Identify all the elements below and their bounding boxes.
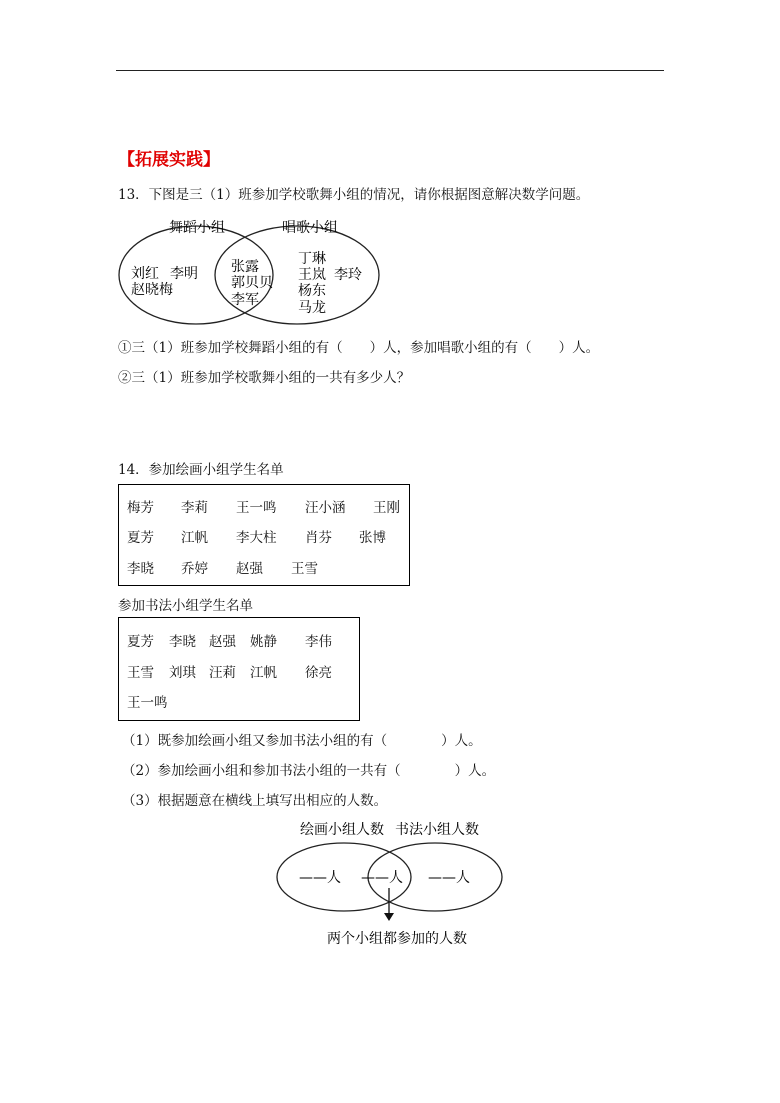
calligraphy-count-label: 书法小组人数 bbox=[395, 822, 479, 838]
painting-name: 李大柱 bbox=[236, 530, 277, 546]
header-rule bbox=[116, 70, 664, 71]
q14-venn-diagram bbox=[270, 815, 515, 955]
calligraphy-name: 汪莉 bbox=[209, 665, 236, 681]
both-groups-label: 两个小组都参加的人数 bbox=[327, 931, 467, 947]
painting-name: 肖芬 bbox=[305, 530, 332, 546]
singing-group-label: 唱歌小组 bbox=[282, 220, 338, 236]
calligraphy-names-box bbox=[118, 617, 360, 721]
venn-name: 丁琳 bbox=[298, 251, 326, 267]
venn-name: 马龙 bbox=[298, 300, 326, 316]
painting-name: 汪小涵 bbox=[305, 500, 346, 516]
painting-name: 王刚 bbox=[373, 500, 400, 516]
pointer-arrow-head bbox=[384, 913, 394, 921]
venn-name: 李明 bbox=[170, 266, 198, 282]
dance-group-label: 舞蹈小组 bbox=[169, 220, 225, 236]
calligraphy-name: 夏芳 bbox=[127, 634, 154, 650]
venn-name: 张露 bbox=[231, 259, 259, 275]
calligraphy-name: 李伟 bbox=[305, 634, 332, 650]
calligraphy-name: 赵强 bbox=[209, 634, 236, 650]
venn-name: 李军 bbox=[231, 292, 259, 308]
venn-name: 杨东 bbox=[298, 283, 326, 299]
painting-name: 王雪 bbox=[291, 561, 318, 577]
painting-name: 李莉 bbox=[181, 500, 208, 516]
q14-sub2: （2）参加绘画小组和参加书法小组的一共有（ ）人。 bbox=[122, 763, 496, 779]
painting-count-label: 绘画小组人数 bbox=[300, 822, 384, 838]
q13-sub1: ①三（1）班参加学校舞蹈小组的有（ ）人，参加唱歌小组的有（ ）人。 bbox=[118, 340, 600, 356]
venn-name: 郭贝贝 bbox=[231, 275, 273, 291]
venn-name: 刘红 bbox=[131, 266, 159, 282]
q14-prompt: 14．参加绘画小组学生名单 bbox=[118, 462, 284, 478]
venn-name: 王岚 bbox=[298, 267, 326, 283]
q13-sub2: ②三（1）班参加学校歌舞小组的一共有多少人？ bbox=[118, 370, 411, 386]
q13-venn-diagram bbox=[100, 210, 400, 330]
calligraphy-name: 姚静 bbox=[250, 634, 277, 650]
calligraphy-name: 江帆 bbox=[250, 665, 277, 681]
calligraphy-name: 李晓 bbox=[169, 634, 196, 650]
venn-name: 李玲 bbox=[334, 267, 362, 283]
painting-name: 乔婷 bbox=[181, 561, 208, 577]
middle-blank: ——人 bbox=[361, 870, 403, 886]
painting-name: 王一鸣 bbox=[236, 500, 277, 516]
right-blank: ——人 bbox=[428, 870, 470, 886]
painting-name: 李晓 bbox=[127, 561, 154, 577]
section-title: 【拓展实践】 bbox=[118, 150, 220, 170]
painting-name: 梅芳 bbox=[127, 500, 154, 516]
painting-name: 江帆 bbox=[181, 530, 208, 546]
painting-name: 张博 bbox=[359, 530, 386, 546]
painting-names-box bbox=[118, 484, 410, 586]
q14-sub1: （1）既参加绘画小组又参加书法小组的有（ ）人。 bbox=[122, 733, 482, 749]
painting-name: 赵强 bbox=[236, 561, 263, 577]
calligraphy-name: 王雪 bbox=[127, 665, 154, 681]
calligraphy-name: 徐亮 bbox=[305, 665, 332, 681]
q14-sub3: （3）根据题意在横线上填写出相应的人数。 bbox=[122, 793, 388, 809]
left-blank: ——人 bbox=[299, 870, 341, 886]
calligraphy-name: 王一鸣 bbox=[127, 695, 168, 711]
calligraphy-name: 刘琪 bbox=[169, 665, 196, 681]
venn-name: 赵晓梅 bbox=[131, 282, 173, 298]
q13-prompt: 13．下图是三（1）班参加学校歌舞小组的情况，请你根据图意解决数学问题。 bbox=[118, 187, 590, 203]
painting-name: 夏芳 bbox=[127, 530, 154, 546]
calligraphy-title: 参加书法小组学生名单 bbox=[118, 598, 253, 614]
